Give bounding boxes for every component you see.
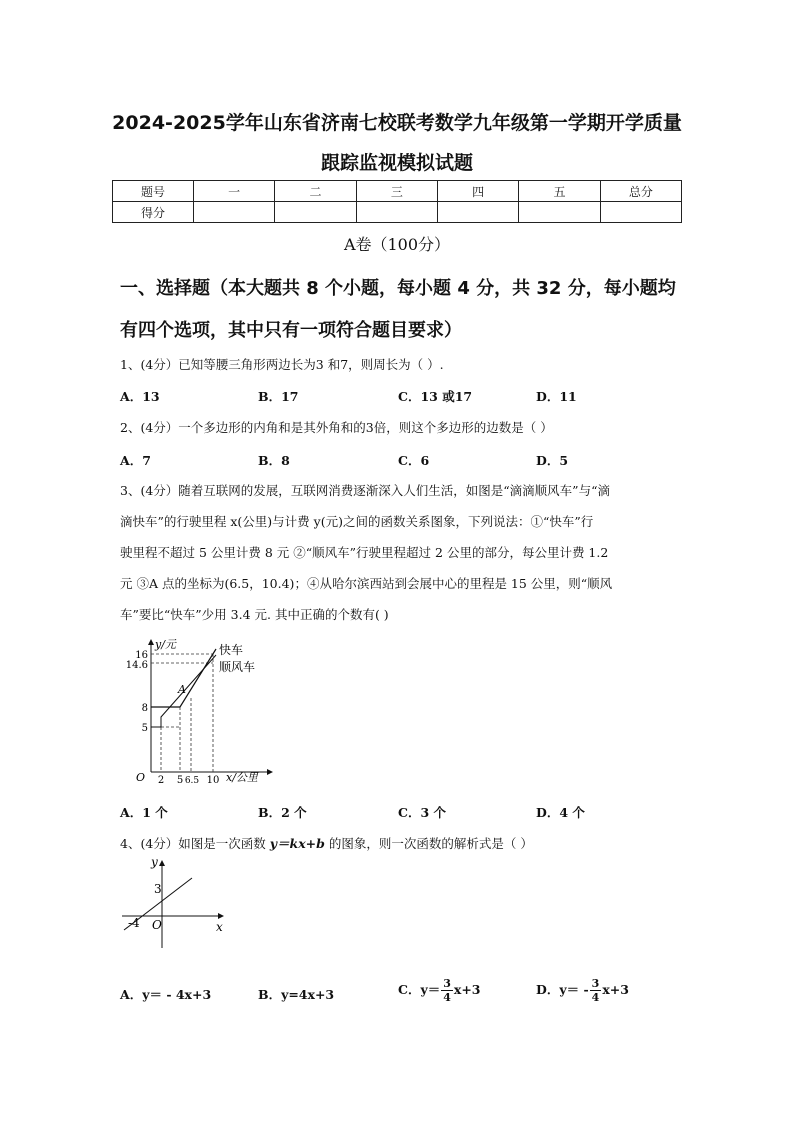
q3-y-tick-16: 16 [135, 650, 148, 661]
q1-option-d: D．11 [536, 389, 577, 404]
score-header-cell: 五 [519, 181, 600, 202]
q2-option-b: B．8 [258, 453, 290, 468]
q3-x-tick-6-5: 6.5 [184, 776, 200, 786]
q3-kuaiche-line [151, 649, 216, 707]
q4-option-d-numerator: 3 [591, 977, 600, 990]
q4-x-axis-label: x [216, 920, 223, 934]
q4-option-d-prefix: D．y＝ - [536, 982, 589, 997]
q1-option-c: C．13 或17 [398, 389, 473, 404]
q3-y-axis-label: y/元 [155, 638, 176, 651]
q2-option-c: C．6 [398, 453, 430, 468]
q4-stem-prefix: 4、(4分）如图是一次函数 [120, 836, 266, 851]
q3-y-tick-14-6: 14.6 [125, 660, 148, 671]
question-4-stem [120, 834, 680, 852]
q3-option-d: D．4 个 [536, 805, 585, 820]
q4-option-c-denominator: 4 [443, 991, 451, 1004]
q4-option-c-numerator: 3 [443, 977, 451, 990]
score-header-cell: 题号 [113, 181, 194, 202]
question-3-line-5: 车”要比“快车”少用 3.4 元. 其中正确的个数有( ) [120, 607, 389, 622]
q4-option-c-suffix: x+3 [453, 982, 481, 997]
question-2-stem: 2、(4分）一个多边形的内角和是其外角和的3倍，则这个多边形的边数是（ ） [120, 420, 553, 435]
q4-stem-formula: y＝kx+b [269, 836, 325, 851]
q4-option-d-denominator: 4 [591, 991, 600, 1004]
q4-option-c-prefix: C．y＝ [398, 982, 441, 997]
q4-option-b: B．y=4x+3 [258, 987, 335, 1002]
score-cell [275, 202, 356, 223]
question-3-line-3: 驶里程不超过 5 公里计费 8 元 ②“顺风车”行驶里程超过 2 公里的部分，每公里计费 1.2 [120, 545, 609, 560]
question-3-line-1: 3、(4分）随着互联网的发展，互联网消费逐渐深入人们生活，如图是“滴滴顺风车”与“滴 [120, 483, 610, 498]
q3-point-a-label: A [178, 683, 186, 696]
q3-kuaiche-label: 快车 [219, 643, 244, 657]
q4-origin-label: O [152, 918, 162, 932]
score-header-cell: 总分 [600, 181, 681, 202]
q3-y-axis-arrow [148, 639, 154, 645]
q4-x-axis-arrow [218, 913, 224, 919]
q3-guide-lines [151, 654, 213, 772]
q3-x-tick-2: 2 [157, 775, 165, 786]
q4-option-a: A．y＝ - 4x+3 [120, 987, 212, 1002]
q3-option-a: A．1 个 [120, 805, 168, 820]
score-header-cell: 二 [275, 181, 356, 202]
q4-option-c-fraction [441, 977, 453, 1004]
q4-stem-suffix: 的图象，则一次函数的解析式是（ ） [328, 836, 533, 851]
score-cell [437, 202, 518, 223]
score-header-cell: 一 [194, 181, 275, 202]
q4-x-tick-neg4: -4 [128, 916, 140, 930]
q3-x-tick-10: 10 [206, 775, 220, 786]
q3-y-tick-8: 8 [141, 703, 148, 714]
volume-title: A卷（100分） [343, 235, 451, 254]
question-3-line-2: 滴快车”的行驶里程 x(公里)与计费 y(元)之间的函数关系图象，下列说法：①“快车”行 [120, 514, 594, 529]
section-heading-line1: 一、选择题（本大题共 8 个小题，每小题 4 分，共 32 分，每小题均 [120, 278, 676, 299]
q4-y-axis-arrow [159, 860, 165, 866]
q1-option-b: B．17 [258, 389, 299, 404]
q4-option-d-suffix: x+3 [602, 982, 629, 997]
q3-x-axis-arrow [267, 769, 273, 775]
page-title-line1: 2024-2025学年山东省济南七校联考数学九年级第一学期开学质量 [112, 112, 682, 134]
q3-fare-graph [125, 635, 275, 786]
q1-option-a: A．13 [120, 389, 160, 404]
q3-option-b: B．2 个 [258, 805, 307, 820]
q4-linear-graph [118, 856, 230, 958]
score-row-label: 得分 [113, 202, 194, 223]
q4-option-d [536, 977, 629, 1004]
score-cell [600, 202, 681, 223]
q4-y-axis-label: y [151, 855, 158, 869]
score-header-cell: 四 [437, 181, 518, 202]
q3-shunfengche-label: 顺风车 [219, 660, 256, 674]
page-title-line2: 跟踪监视模拟试题 [320, 152, 473, 174]
q4-option-c [398, 977, 481, 1004]
section-heading-line2: 有四个选项，其中只有一项符合题目要求） [120, 320, 462, 341]
score-cell [519, 202, 600, 223]
score-cell [194, 202, 275, 223]
score-cell [356, 202, 437, 223]
score-table [112, 180, 682, 223]
q4-y-tick-3: 3 [154, 882, 162, 896]
score-table-header-row [113, 181, 682, 202]
question-3-line-4: 元 ③A 点的坐标为(6.5，10.4)；④从哈尔滨西站到会展中心的里程是 15 公里，则“顺风 [120, 576, 613, 591]
q2-option-d: D．5 [536, 453, 569, 468]
q3-origin-label: O [136, 771, 146, 784]
score-header-cell: 三 [356, 181, 437, 202]
q4-option-d-fraction [590, 977, 602, 1004]
q2-option-a: A．7 [120, 453, 151, 468]
q3-x-axis-label: x/公里 [226, 771, 258, 784]
question-1-stem: 1、(4分）已知等腰三角形两边长为3 和7，则周长为（ ）. [120, 357, 444, 372]
q3-x-tick-5: 5 [176, 775, 184, 786]
q3-y-tick-5: 5 [141, 723, 148, 734]
score-table-score-row [113, 202, 682, 223]
q3-option-c: C．3 个 [398, 805, 446, 820]
